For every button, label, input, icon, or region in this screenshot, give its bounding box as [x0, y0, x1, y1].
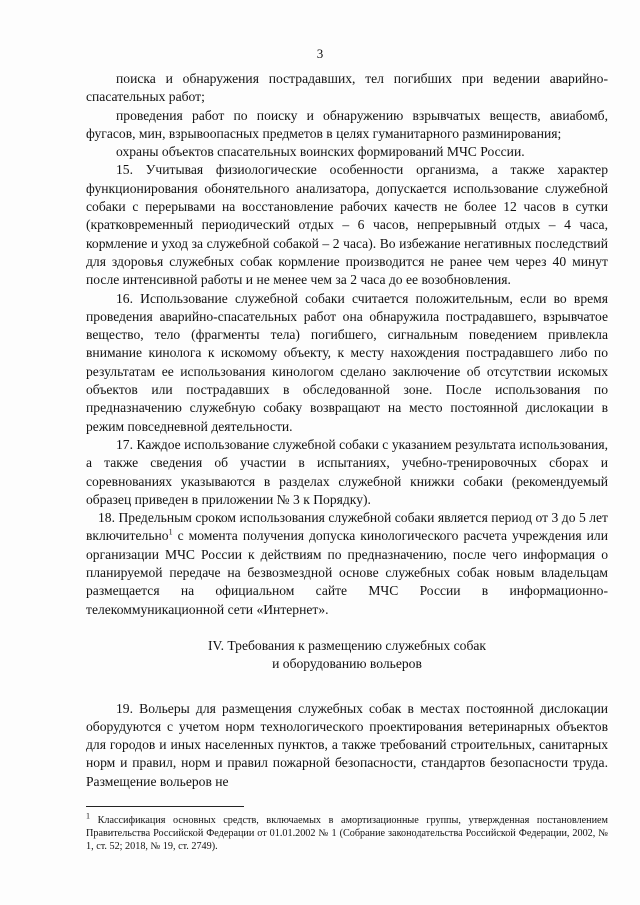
paragraph-16: 16. Использование служебной собаки считается положительным, если во время проведения аварийно-спасательных работ она обнаружила пострадавшего, взрывчатое вещество, тело (фрагменты тела) погибшего, сигнальным поведением привлекла внимание кинолога к искомому объекту, к месту нахождения пострадавшего либо по результатам ее использования кинологом сделано заключение об отсутствии искомых объектов или пострадавших в обследованной зоне. После использования по предназначению служебную собаку возвращают на место постоянной дислокации в режим повседневной деятельности.	[86, 290, 608, 434]
paragraph-guarding: охраны объектов спасательных воинских формирований МЧС России.	[116, 144, 525, 160]
footnote	[86, 811, 608, 854]
paragraph-17: 17. Каждое использование служебной собаки с указанием результата использования, а также сведения об участии в испытаниях, учебно-тренировочных сборах и соревнованиях указываются в разделах служебной книжки собаки (рекомендуемый образец приведен в приложении № 3 к Порядку).	[86, 436, 608, 507]
section-heading-line-2: и оборудованию вольеров	[272, 656, 422, 672]
paragraph-demining: проведения работ по поиску и обнаружению взрывчатых веществ, авиабомб, фугасов, мин, взрывоопасных предметов в целях гуманитарного разминирования;	[86, 107, 608, 141]
footnote-divider	[86, 806, 244, 807]
page-number: 3	[316, 46, 324, 61]
document-body	[86, 70, 608, 791]
footnote-mark: 1	[86, 811, 90, 821]
paragraph-18	[86, 509, 608, 619]
paragraph-15: 15. Учитывая физиологические особенности организма, а также характер функционирования обонятельного анализатора, допускается использование служебной собаки с перерывами на восстановление рабочих качеств не более 12 часов в сутки (кратковременный периодический отдых – 6 часов, непрерывный отдых – 4 часа, кормление и уход за служебной собакой – 2 часа). Во избежание негативных последствий для здоровья служебных собак кормление производится не ранее чем через 40 минут после интенсивной работы и не менее чем за 2 часа до ее возобновления.	[86, 162, 608, 288]
footnote-text: Классификация основных средств, включаемых в амортизационные группы, утвержденная постановлением Правительства Российской Федерации от 01.01.2002 № 1 (Собрание законодательства Российской Федерации, 2002, № 1, ст. 52; 2018, № 19, ст. 2749).	[86, 815, 608, 853]
paragraph-18-start: 18. Предельным сроком использования служебной собаки является период от 3 до 5 лет включительно	[86, 510, 608, 544]
section-heading	[86, 637, 608, 674]
paragraph-18-end: с момента получения допуска кинологического расчета учреждения или организации МЧС России к действиям по предназначению, после чего информация о планируемой передаче на безвозмездной основе служебных собак новым владельцам размещается на официальном сайте МЧС России в информационно-телекоммуникационной сети «Интернет».	[86, 528, 608, 617]
footnote-reference: 1	[168, 527, 173, 537]
section-heading-line-1: IV. Требования к размещению служебных собак	[207, 637, 487, 653]
paragraph-19: 19. Вольеры для размещения служебных собак в местах постоянной дислокации оборудуются с учетом норм технологического проектирования ветеринарных объектов для городов и иных населенных пунктов, а также требований строительных, санитарных норм и правил, норм и правил пожарной безопасности, стандартов безопасности труда. Размещение вольеров не	[86, 700, 608, 789]
paragraph-search-rescue: поиска и обнаружения пострадавших, тел погибших при ведении аварийно-спасательных работ;	[86, 71, 608, 105]
